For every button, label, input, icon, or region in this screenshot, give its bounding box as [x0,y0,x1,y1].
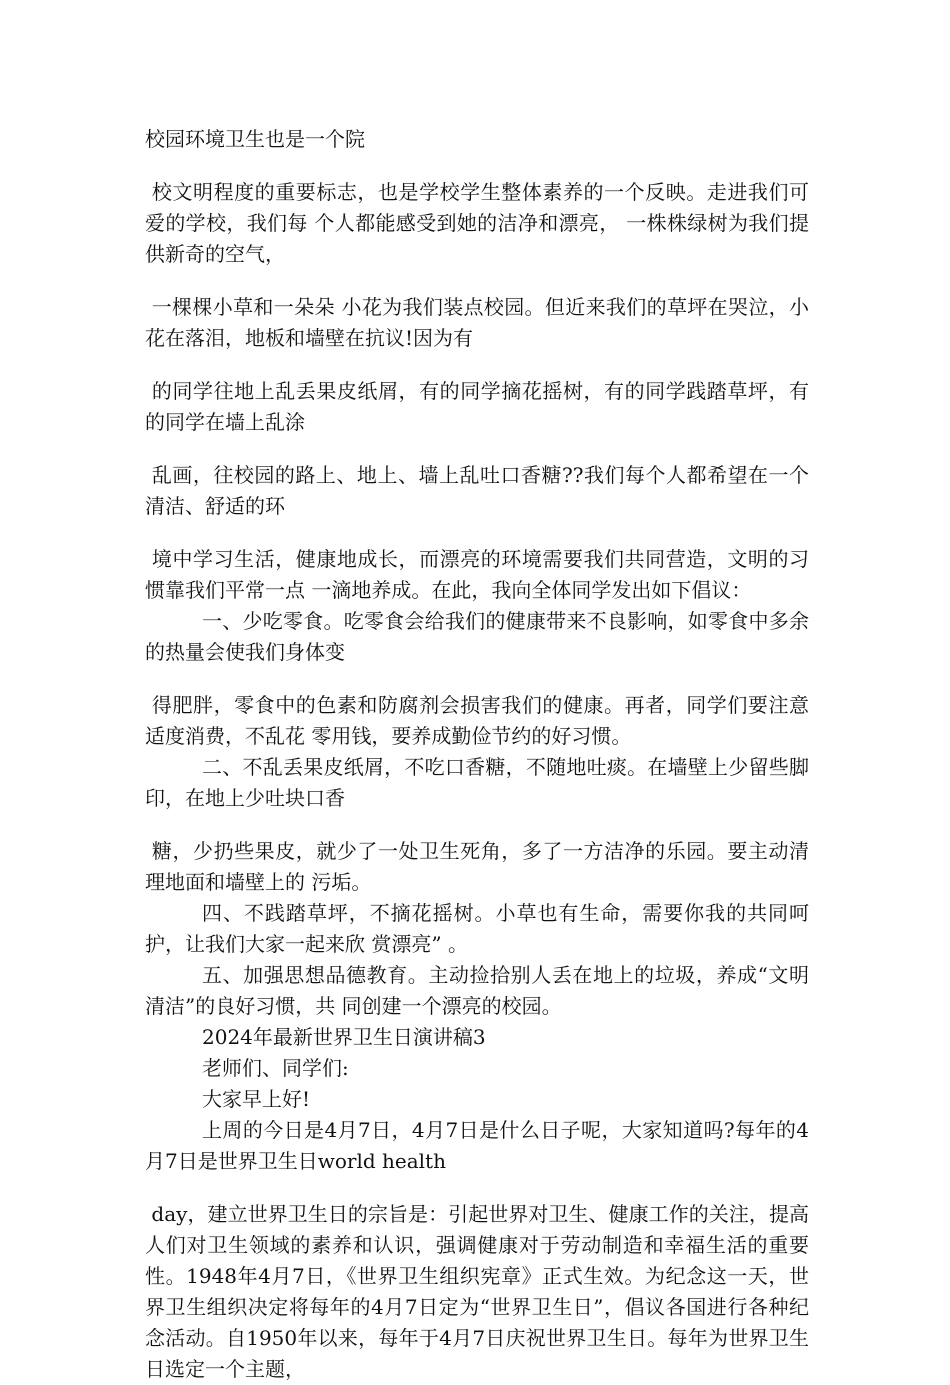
paragraph-6: 境中学习生活，健康地成长，而漂亮的环境需要我们共同营造，文明的习惯靠我们平常一点 一滴地养成。在此，我向全体同学发出如下倡议： [145,547,810,602]
paragraph-3: 一棵棵小草和一朵朵 小花为我们装点校园。但近来我们的草坪在哭泣，小花在落泪，地板和墙壁在抗议!因为有 [145,295,809,350]
paragraph-17: day，建立世界卫生日的宗旨是：引起世界对卫生、健康工作的关注，提高人们对卫生领域的素养和认识，强调健康对于劳动制造和幸福生活的重要性。1948年4月7日，《世界卫生组织宪章》正式生效。为纪念这一天，世界卫生组织决定将每年的4月7日定为“世界卫生日”，倡议各国进行各种纪念活动。自1950年以来，每年于4月7日庆祝世界卫生日。每年为世界卫生日选定一个主题， [145,1202,810,1381]
paragraph-1: 校园环境卫生也是一个院 [145,127,365,151]
paragraph-8: 得肥胖，零食中的色素和防腐剂会损害我们的健康。再者，同学们要注意适度消费，不乱花 零用钱，要养成勤俭节约的好习惯。 [145,693,810,748]
paragraph-2: 校文明程度的重要标志，也是学校学生整体素养的一个反映。走进我们可爱的学校，我们每 个人都能感受到她的洁净和漂亮， 一株株绿树为我们提供新奇的空气， [145,180,810,266]
paragraph-5: 乱画，往校园的路上、地上、墙上乱吐口香糖??我们每个人都希望在一个清洁、舒适的环 [145,463,810,518]
salutation: 老师们、同学们: [202,1056,349,1080]
speech-title: 2024年最新世界卫生日演讲稿3 [202,1025,486,1049]
paragraph-10: 糖，少扔些果皮，就少了一处卫生死角，多了一方洁净的乐园。要主动清理地面和墙壁上的 污垢。 [145,839,810,894]
paragraph-16: 上周的今日是4月7日，4月7日是什么日子呢，大家知道吗?每年的4月7日是世界卫生日world health [145,1118,809,1173]
document-page [145,124,809,1385]
paragraph-4: 的同学往地上乱丢果皮纸屑，有的同学摘花摇树，有的同学践踏草坪，有的同学在墙上乱涂 [145,379,810,434]
paragraph-9: 二、不乱丢果皮纸屑，不吃口香糖，不随地吐痰。在墙壁上少留些脚印，在地上少吐块口香 [145,755,809,810]
greeting: 大家早上好! [202,1087,311,1111]
paragraph-7: 一、少吃零食。吃零食会给我们的健康带来不良影响，如零食中多余的热量会使我们身体变 [145,609,809,664]
paragraph-11: 四、不践踏草坪，不摘花摇树。小草也有生命，需要你我的共同呵护，让我们大家一起来欣 赏漂亮” 。 [145,901,809,956]
paragraph-12: 五、加强思想品德教育。主动捡拾别人丢在地上的垃圾，养成“文明清洁”的良好习惯，共 同创建一个漂亮的校园。 [145,963,809,1018]
